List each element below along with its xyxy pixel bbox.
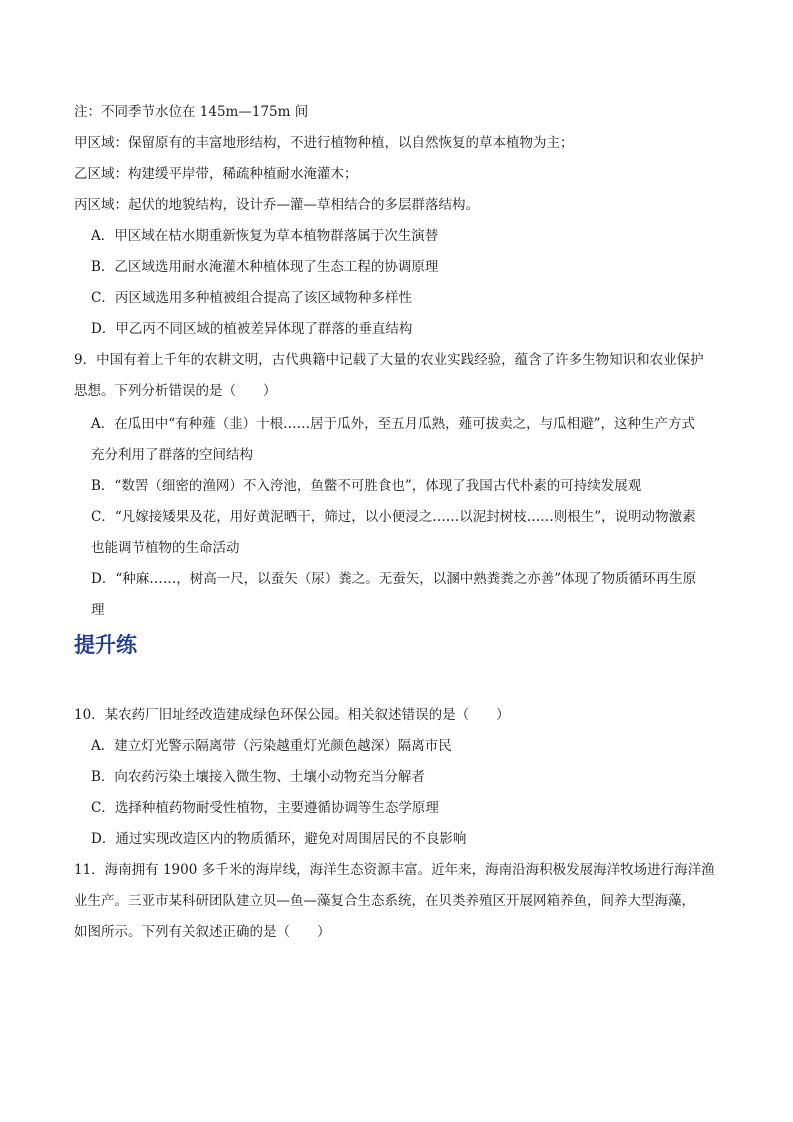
q9-option-b: B．“数罟（细密的渔网）不入洿池，鱼鳖不可胜食也”，体现了我国古代朴素的可持续发展观 xyxy=(91,478,642,494)
q8-option-b: B．乙区域选用耐水淹灌木种植体现了生态工程的协调原理 xyxy=(91,259,439,275)
region-bing-description: 丙区域：起伏的地貌结构，设计乔—灌—草相结合的多层群落结构。 xyxy=(74,197,479,213)
q11-stem-line-2: 业生产。三亚市某科研团队建立贝—鱼—藻复合生态系统，在贝类养殖区开展网箱养鱼，间养大型海藻， xyxy=(74,893,695,909)
q9-stem-line-1: 9．中国有着上千年的农耕文明，古代典籍中记载了大量的农业实践经验，蕴含了许多生物知识和农业保护 xyxy=(74,352,704,368)
q8-option-d: D．甲乙丙不同区域的植被差异体现了群落的垂直结构 xyxy=(91,321,413,337)
q8-option-a: A．甲区域在枯水期重新恢复为草本植物群落属于次生演替 xyxy=(91,228,439,244)
q10-option-b: B．向农药污染土壤接入微生物、土壤小动物充当分解者 xyxy=(91,769,425,785)
q10-option-c: C．选择种植药物耐受性植物，主要遵循协调等生态学原理 xyxy=(91,800,439,816)
q9-option-c-line-1: C．“凡嫁接矮果及花，用好黄泥晒干，筛过，以小便浸之……以泥封树枝……则根生”，说明动物激素 xyxy=(91,509,696,525)
q11-stem-line-1: 11．海南拥有 1900 多千米的海岸线，海洋生态资源丰富。近年来，海南沿海积极发展海洋牧场进行海洋渔 xyxy=(74,862,715,878)
q10-option-a: A．建立灯光警示隔离带（污染越重灯光颜色越深）隔离市民 xyxy=(91,738,452,754)
q9-stem-line-2: 思想。下列分析错误的是（ ） xyxy=(74,383,277,399)
q9-option-d-line-2: 理 xyxy=(91,602,105,618)
region-jia-description: 甲区域：保留原有的丰富地形结构，不进行植物种植，以自然恢复的草本植物为主； xyxy=(74,135,574,151)
q9-option-a-line-1: A．在瓜田中“有种薤（韭）十根……居于瓜外，至五月瓜熟，薤可拔卖之，与瓜相避”，这种生产方式 xyxy=(91,416,696,432)
q9-option-a-line-2: 充分利用了群落的空间结构 xyxy=(91,447,253,463)
q8-option-c: C．丙区域选用多种植被组合提高了该区域物种多样性 xyxy=(91,290,412,306)
q9-option-d-line-1: D．“种麻……，树高一尺，以蚕矢（尿）粪之。无蚕矢，以溷中熟粪粪之亦善”体现了物质循环再生原 xyxy=(91,571,697,587)
q10-stem: 10．某农药厂旧址经改造建成绿色环保公园。相关叙述错误的是（ ） xyxy=(74,707,510,723)
section-heading: 提升练 xyxy=(74,633,137,657)
q9-option-c-line-2: 也能调节植物的生命活动 xyxy=(91,540,240,556)
q11-stem-line-3: 如图所示。下列有关叙述正确的是（ ） xyxy=(74,924,331,940)
q10-option-d: D．通过实现改造区内的物质循环，避免对周围居民的不良影响 xyxy=(91,831,467,847)
region-yi-description: 乙区域：构建缓平岸带，稀疏种植耐水淹灌木； xyxy=(74,166,358,182)
water-level-note: 注：不同季节水位在 145m—175m 间 xyxy=(74,104,309,120)
